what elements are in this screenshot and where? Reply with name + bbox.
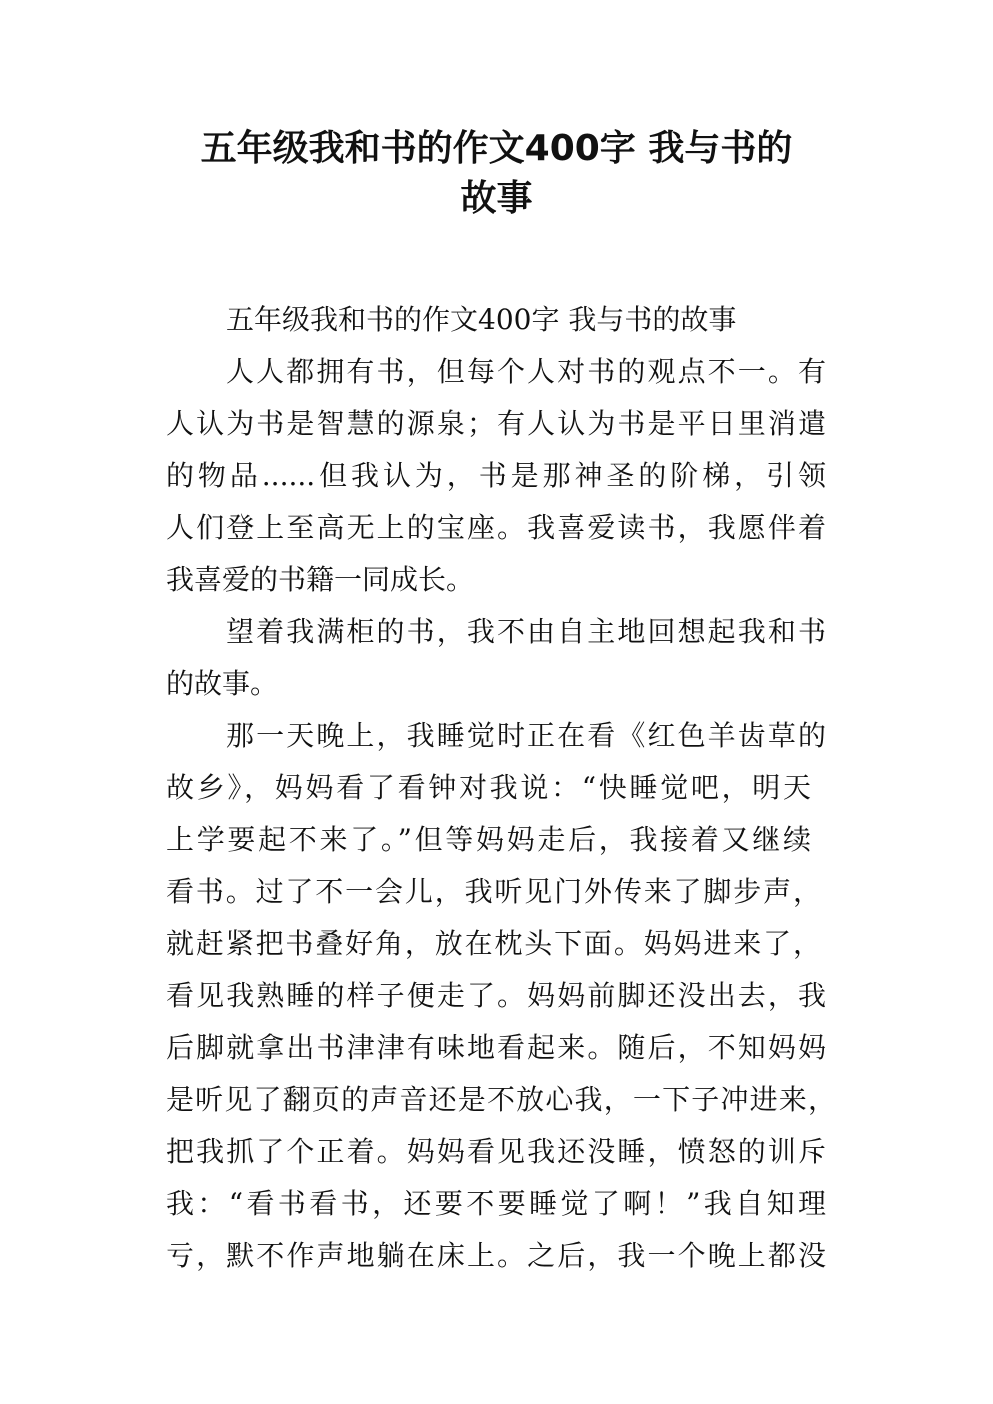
body-line: 把我抓了个正着。妈妈看见我还没睡，愤怒的训斥 [166, 1135, 826, 1168]
body-line: 人人都拥有书，但每个人对书的观点不一。有 [226, 355, 826, 388]
body-line: 就赶紧把书叠好角，放在枕头下面。妈妈进来了， [166, 927, 821, 960]
body-line: 我喜爱的书籍一同成长。 [166, 563, 475, 596]
body-line: 亏，默不作声地躺在床上。之后，我一个晚上都没 [166, 1239, 826, 1272]
body-line: 望着我满柜的书，我不由自主地回想起我和书 [226, 615, 826, 648]
document-title-line-1: 五年级我和书的作文400字 我与书的 [200, 128, 793, 169]
body-line: 人认为书是智慧的源泉；有人认为书是平日里消遣 [166, 407, 826, 440]
body-line: 上学要起不来了。”但等妈妈走后，我接着又继续 [166, 823, 811, 856]
document-title-line-2: 故事 [460, 178, 533, 219]
body-line: 人们登上至高无上的宝座。我喜爱读书，我愿伴着 [166, 511, 826, 544]
body-line: 的物品......但我认为，书是那神圣的阶梯，引领 [166, 459, 826, 492]
body-line: 那一天晚上，我睡觉时正在看《红色羊齿草的 [226, 719, 826, 752]
body-line: 五年级我和书的作文400字 我与书的故事 [226, 303, 737, 336]
body-line: 我：“看书看书，还要不要睡觉了啊！”我自知理 [166, 1187, 826, 1220]
body-line: 是听见了翻页的声音还是不放心我，一下子冲进来， [166, 1083, 836, 1116]
body-line: 的故事。 [166, 667, 279, 700]
body-line: 后脚就拿出书津津有味地看起来。随后，不知妈妈 [166, 1031, 826, 1064]
body-line: 故乡》，妈妈看了看钟对我说：“快睡觉吧，明天 [166, 771, 811, 804]
body-line: 看书。过了不一会儿，我听见门外传来了脚步声， [166, 875, 821, 908]
body-line: 看见我熟睡的样子便走了。妈妈前脚还没出去，我 [166, 979, 826, 1012]
